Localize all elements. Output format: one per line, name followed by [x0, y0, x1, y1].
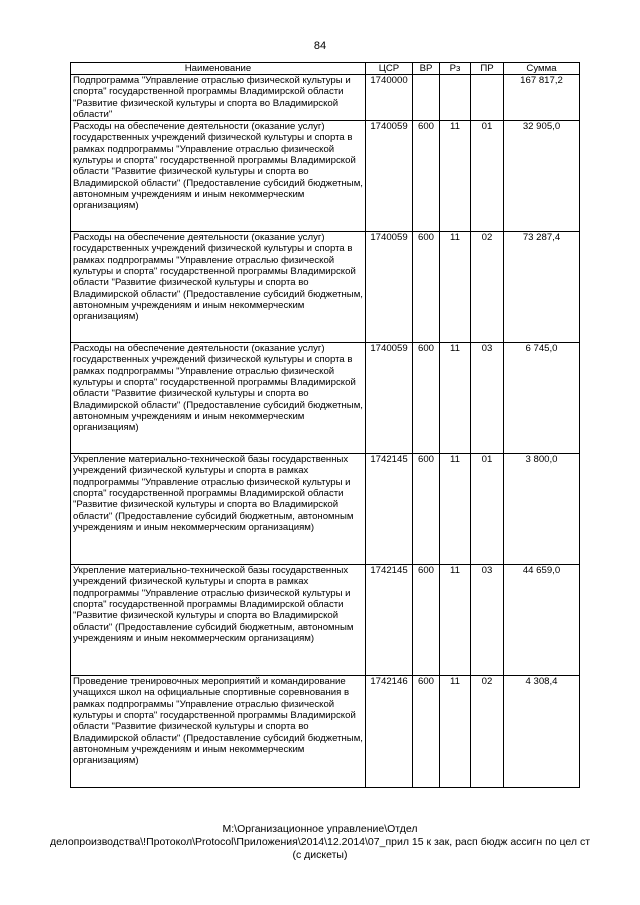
- row-name: Расходы на обеспечение деятельности (оказание услуг) государственных учреждений физической культуры и спорта в рамках подпрограммы "Управление отраслью физической культуры и спорта" государственной программы Владимирской области "Развитие физической культуры и спорта во Владимирской области" (Предоставление субсидий бюджетным, автономным учреждениям и иным некоммерческим организациям): [71, 343, 366, 454]
- table-row: [71, 343, 580, 454]
- row-csr: 1742145: [366, 454, 413, 565]
- row-rz: 11: [440, 121, 471, 232]
- row-vr: [413, 75, 440, 121]
- row-csr: 1740059: [366, 121, 413, 232]
- table-row: [71, 454, 580, 565]
- file-path-footer: [0, 823, 640, 862]
- row-rz: 11: [440, 232, 471, 343]
- row-csr: 1740000: [366, 75, 413, 121]
- row-name: Проведение тренировочных мероприятий и командирование учащихся школ на официальные спортивные соревнования в рамках подпрограммы "Управление отраслью физической культуры и спорта" государственной программы Владимирской области "Развитие физической культуры и спорта во Владимирской области" (Предоставление субсидий бюджетным, автономным учреждениям и иным некоммерческим организациям): [71, 676, 366, 788]
- row-rz: 11: [440, 676, 471, 788]
- footer-line-2: делопроизводства\!Протокол\Protocol\Приложения\2014\12.2014\07_прил 15 к зак, расп бюдж ассигн по цел ст: [49, 836, 591, 848]
- row-pr: [471, 75, 504, 121]
- table-row: [71, 75, 580, 121]
- row-sum: 3 800,0: [504, 454, 580, 565]
- table-header-row: [71, 63, 580, 75]
- row-csr: 1742146: [366, 676, 413, 788]
- row-name: Укрепление материально-технической базы государственных учреждений физической культуры и спорта в рамках подпрограммы "Управление отраслью физической культуры и спорта" государственной программы Владимирской области "Развитие физической культуры и спорта во Владимирской области" (Предоставление субсидий бюджетным, автономным учреждениям и иным некоммерческим организациям): [71, 454, 366, 565]
- row-pr: 02: [471, 676, 504, 788]
- row-name: Расходы на обеспечение деятельности (оказание услуг) государственных учреждений физической культуры и спорта в рамках подпрограммы "Управление отраслью физической культуры и спорта" государственной программы Владимирской области "Развитие физической культуры и спорта во Владимирской области" (Предоставление субсидий бюджетным, автономным учреждениям и иным некоммерческим организациям): [71, 232, 366, 343]
- footer-line-1: М:\Организационное управление\Отдел: [222, 823, 418, 835]
- row-vr: 600: [413, 565, 440, 676]
- row-rz: [440, 75, 471, 121]
- row-vr: 600: [413, 454, 440, 565]
- row-name: Укрепление материально-технической базы государственных учреждений физической культуры и спорта в рамках подпрограммы "Управление отраслью физической культуры и спорта" государственной программы Владимирской области "Развитие физической культуры и спорта во Владимирской области" (Предоставление субсидий бюджетным, автономным учреждениям и иным некоммерческим организациям): [71, 565, 366, 676]
- row-csr: 1742145: [366, 565, 413, 676]
- row-sum: 73 287,4: [504, 232, 580, 343]
- footer-line-3: (с дискеты): [292, 849, 348, 861]
- row-sum: 44 659,0: [504, 565, 580, 676]
- row-pr: 03: [471, 565, 504, 676]
- page-number: 84: [313, 40, 327, 52]
- table-row: [71, 121, 580, 232]
- header-pr: ПР: [471, 63, 504, 75]
- row-csr: 1740059: [366, 343, 413, 454]
- row-rz: 11: [440, 454, 471, 565]
- row-sum: 4 308,4: [504, 676, 580, 788]
- header-rz: Рз: [440, 63, 471, 75]
- row-pr: 01: [471, 454, 504, 565]
- row-pr: 03: [471, 343, 504, 454]
- row-vr: 600: [413, 121, 440, 232]
- table-row: [71, 676, 580, 788]
- table-row: [71, 232, 580, 343]
- row-name: Расходы на обеспечение деятельности (оказание услуг) государственных учреждений физической культуры и спорта в рамках подпрограммы "Управление отраслью физической культуры и спорта" государственной программы Владимирской области "Развитие физической культуры и спорта во Владимирской области" (Предоставление субсидий бюджетным, автономным учреждениям и иным некоммерческим организациям): [71, 121, 366, 232]
- row-vr: 600: [413, 676, 440, 788]
- header-sum: Сумма: [504, 63, 580, 75]
- table-row: [71, 565, 580, 676]
- row-pr: 01: [471, 121, 504, 232]
- row-rz: 11: [440, 343, 471, 454]
- header-vr: ВР: [413, 63, 440, 75]
- row-pr: 02: [471, 232, 504, 343]
- row-sum: 32 905,0: [504, 121, 580, 232]
- header-csr: ЦСР: [366, 63, 413, 75]
- row-vr: 600: [413, 343, 440, 454]
- row-csr: 1740059: [366, 232, 413, 343]
- header-name: Наименование: [71, 63, 366, 75]
- row-rz: 11: [440, 565, 471, 676]
- budget-table: [70, 62, 580, 788]
- row-sum: 6 745,0: [504, 343, 580, 454]
- row-name: Подпрограмма "Управление отраслью физической культуры и спорта" государственной программы Владимирской области "Развитие физической культуры и спорта во Владимирской области": [71, 75, 366, 121]
- row-sum: 167 817,2: [504, 75, 580, 121]
- row-vr: 600: [413, 232, 440, 343]
